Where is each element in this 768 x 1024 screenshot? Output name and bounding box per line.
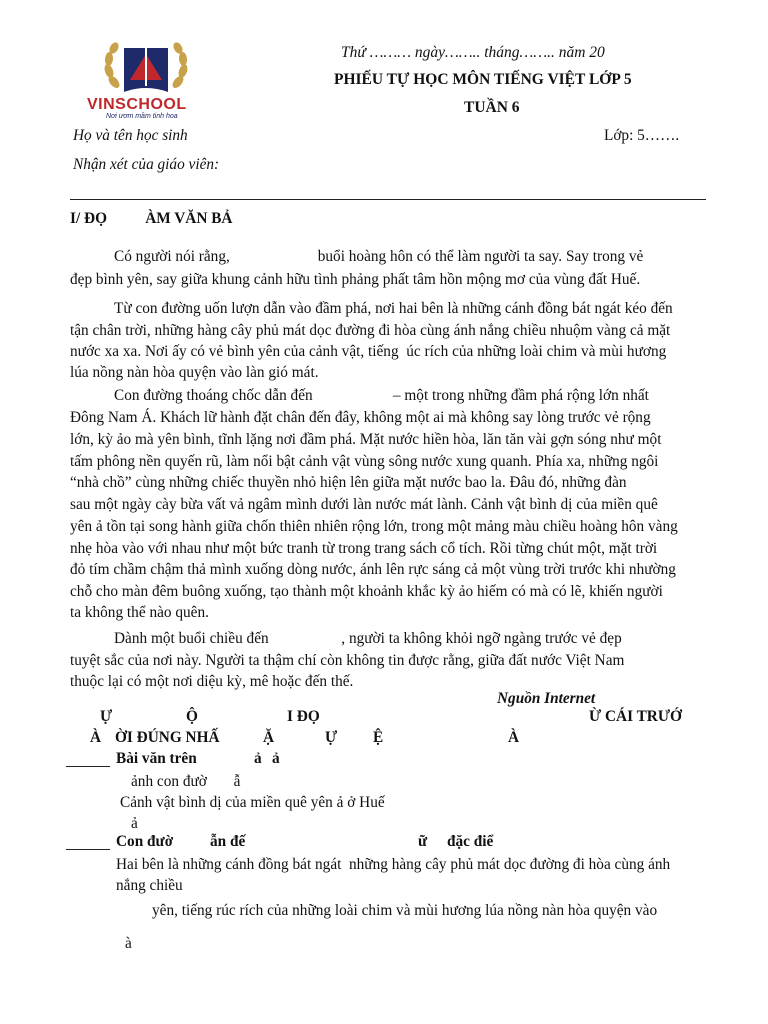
passage-line: đẹp bình yên, say giữa khung cảnh hữu tình phảng phất tâm hồn mộng mơ của vùng đất Huế.: [70, 271, 641, 288]
student-name-label: Họ và tên học sinh: [73, 127, 188, 144]
passage-line: “nhà chồ” cùng những chiếc thuyền nhỏ hiện lên giữa mặt nước bao la. Đâu đó, những đàn: [70, 474, 627, 491]
instruction-fragment: Ừ CÁI TRƯỚ: [589, 708, 682, 725]
passage-line: ta không thể nào quên.: [70, 604, 209, 621]
logo-brand-text: VINSCHOOL: [87, 96, 187, 113]
question-2-label: Con đườ: [116, 833, 174, 850]
instruction-fragment: Ộ: [186, 708, 198, 725]
laurel-book-emblem-icon: [100, 38, 192, 100]
answer-option: ảnh con đườ ẫ: [131, 773, 241, 790]
answer-option: nắng chiều: [116, 877, 183, 894]
instruction-fragment: Ệ: [373, 729, 384, 746]
passage-line: nước xa xa. Nơi ấy có vẻ bình yên của cảnh vật, tiếng úc rích của những loài chim và mùi hương: [70, 343, 667, 360]
passage-line: sau một ngày cày bừa vất vả ngâm mình dưới làn nước mát lành. Cảnh vật bình dị của miền quê: [70, 496, 658, 513]
passage-line: tuyệt sắc của nơi này. Người ta thậm chí còn không tin được rằng, giữa đất nước Việt Nam: [70, 652, 625, 669]
instruction-fragment: Ự: [325, 729, 338, 746]
source-note: Nguồn Internet: [497, 690, 596, 707]
passage-line: đỏ tím chầm chậm thả mình xuống dòng nước, ánh lên rực sáng cả một vùng trời trước khi nhường: [70, 561, 676, 578]
passage-line: lúa nồng nàn hòa quyện vào làn gió mát.: [70, 364, 319, 381]
question-label-fragment: ả: [254, 750, 262, 767]
passage-line: tấm phông nền quyến rũ, làm nổi bật cảnh vật vùng sông nước xung quanh. Phía xa, những ngôi: [70, 453, 659, 470]
answer-blank-1[interactable]: [66, 766, 110, 767]
question-1-label: Bài văn trên: [116, 750, 197, 767]
answer-option: à: [125, 935, 132, 952]
answer-blank-2[interactable]: [66, 849, 110, 850]
passage-line: lớn, kỳ ảo mà yên bình, tĩnh lặng nơi đầm phá. Mặt nước hiền hòa, lăn tăn vài gợn sóng như một: [70, 431, 662, 448]
passage-line: nhẹ hòa vào với nhau như một bức tranh từ trong trang sách cổ tích. Rồi từng chút một, mặt trời: [70, 540, 658, 557]
instruction-fragment: Ự: [100, 708, 113, 725]
passage-line: Đông Nam Á. Khách lữ hành đặt chân đến đây, không một ai mà không say lòng trước vẻ rộng: [70, 409, 651, 426]
week-label: TUẦN 6: [464, 99, 520, 116]
answer-option: ả: [131, 815, 138, 832]
teacher-comment-label: Nhận xét của giáo viên:: [73, 156, 220, 173]
passage-line: Con đường thoáng chốc dẫn đến – một trong những đầm phá rộng lớn nhất: [114, 387, 649, 404]
passage-line: chỗ cho màn đêm buông xuống, tạo thành một khoảnh khắc kỳ ảo hiếm có mà có lẽ, khiến người: [70, 583, 663, 600]
instruction-fragment: À: [508, 729, 520, 746]
question-label-fragment: ữ: [418, 833, 428, 850]
instruction-fragment: I ĐỌ: [287, 708, 320, 725]
instruction-fragment: À: [90, 729, 102, 746]
question-label-fragment: đặc điể: [447, 833, 494, 850]
comment-underline: [70, 199, 706, 200]
passage-line: Dành một buổi chiều đến , người ta không khỏi ngỡ ngàng trước vẻ đẹp: [114, 630, 622, 647]
date-line: Thứ ……… ngày…….. tháng…….. năm 20: [341, 44, 605, 61]
class-label: Lớp: 5…….: [604, 127, 680, 144]
question-label-fragment: ẫn đế: [210, 833, 246, 850]
instruction-fragment: Ặ: [263, 729, 275, 746]
logo-tagline: Nơi ươm mầm tinh hoa: [106, 113, 178, 120]
passage-line: yên ả tồn tại song hành giữa chốn thiên nhiên rộng lớn, trong một mảng màu chiều hoàng hôn vàng: [70, 518, 678, 535]
answer-option: Hai bên là những cánh đồng bát ngát những hàng cây phủ mát dọc đường đi hòa cùng ánh: [116, 856, 671, 873]
answer-option: yên, tiếng rúc rích của những loài chim và mùi hương lúa nồng nàn hòa quyện vào: [152, 902, 658, 919]
section-heading: I/ ĐỌ ÀM VĂN BẢ: [70, 210, 233, 227]
instruction-fragment: ỜI ĐÚNG NHẤ: [115, 729, 220, 746]
answer-option: Cảnh vật bình dị của miền quê yên ả ở Huế: [120, 794, 385, 811]
passage-line: Từ con đường uốn lượn dẫn vào đầm phá, nơi hai bên là những cánh đồng bát ngát kéo đến: [114, 300, 673, 317]
worksheet-title: PHIẾU TỰ HỌC MÔN TIẾNG VIỆT LỚP 5: [334, 71, 632, 88]
passage-line: tận chân trời, những hàng cây phủ mát dọc đường đi hòa cùng ánh nắng chiều nhuộm vàng cả mặt: [70, 322, 671, 339]
vinschool-logo: [87, 38, 192, 120]
passage-line: thuộc lại có một nơi diệu kỳ, mê hoặc đến thế.: [70, 673, 354, 690]
question-label-fragment: ả: [272, 750, 280, 767]
passage-line: Có người nói rằng, buổi hoàng hôn có thể làm người ta say. Say trong vẻ: [114, 248, 644, 265]
